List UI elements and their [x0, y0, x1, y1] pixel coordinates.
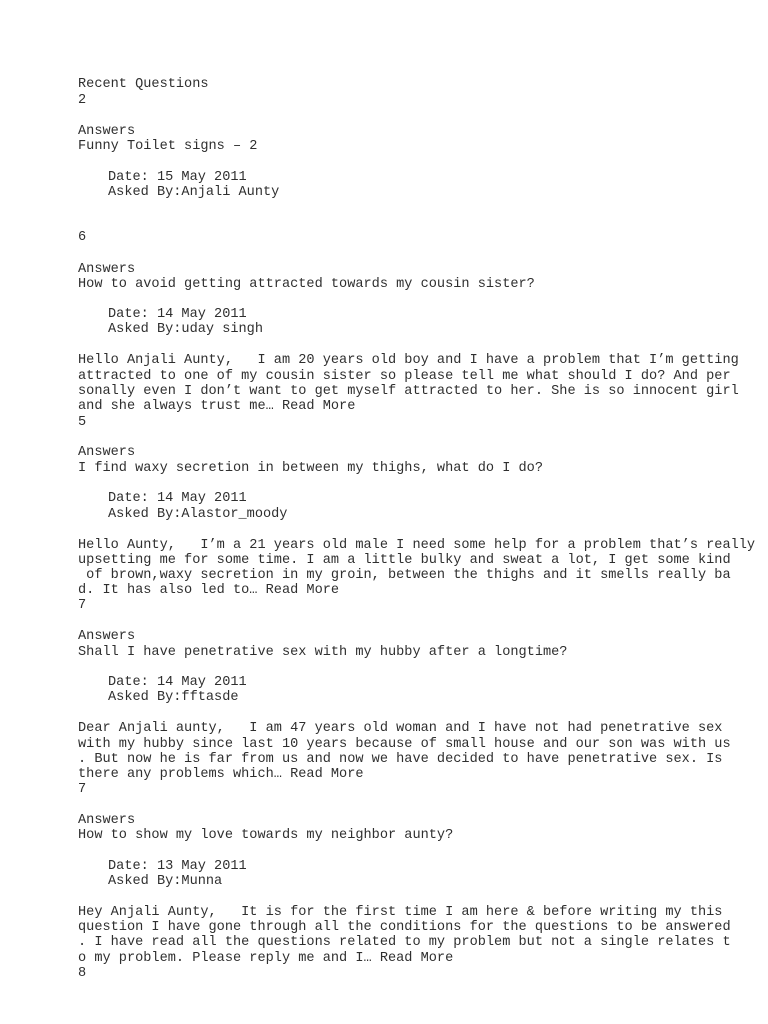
question-excerpt-line: with my hubby since last 10 years because of small house and our son was with us — [78, 737, 731, 752]
question-excerpt-line: of brown,waxy secretion in my groin, between the thighs and it smells really ba — [78, 568, 731, 583]
question-date: Date: 14 May 2011 — [108, 307, 247, 322]
question-excerpt-line: Hello Aunty, I’m a 21 years old male I need some help for a problem that’s really — [78, 538, 756, 553]
question-excerpt-line: Hey Anjali Aunty, It is for the first time I am here & before writing my this — [78, 905, 723, 920]
question-asked-by: Asked By:Alastor_moody — [108, 507, 288, 522]
question-excerpt-read-more[interactable]: d. It has also led to… Read More — [78, 583, 340, 598]
question-date: Date: 14 May 2011 — [108, 675, 247, 690]
question-asked-by: Asked By:Anjali Aunty — [108, 185, 280, 200]
answers-label: Answers — [78, 262, 136, 277]
answer-count: 8 — [78, 966, 87, 981]
question-title-link[interactable]: Funny Toilet signs – 2 — [78, 139, 258, 154]
question-title-link[interactable]: I find waxy secretion in between my thighs, what do I do? — [78, 461, 543, 476]
answers-label: Answers — [78, 124, 136, 139]
answers-label: Answers — [78, 813, 136, 828]
answer-count: 2 — [78, 93, 87, 108]
answer-count: 6 — [78, 230, 87, 245]
section-title: Recent Questions — [78, 77, 209, 92]
question-excerpt-line: upsetting me for some time. I am a little bulky and sweat a lot, I get some kind — [78, 553, 731, 568]
question-excerpt-line: Hello Anjali Aunty, I am 20 years old boy and I have a problem that I’m getting — [78, 353, 739, 368]
question-excerpt-line: Dear Anjali aunty, I am 47 years old woman and I have not had penetrative sex — [78, 721, 723, 736]
question-date: Date: 14 May 2011 — [108, 491, 247, 506]
question-asked-by: Asked By:Munna — [108, 874, 223, 889]
answer-count: 5 — [78, 415, 87, 430]
question-excerpt-line: attracted to one of my cousin sister so please tell me what should I do? And per — [78, 369, 731, 384]
question-excerpt-line: question I have gone through all the conditions for the questions to be answered — [78, 920, 731, 935]
question-title-link[interactable]: How to show my love towards my neighbor aunty? — [78, 828, 454, 843]
answers-label: Answers — [78, 445, 136, 460]
answer-count: 7 — [78, 598, 87, 613]
answer-count: 7 — [78, 782, 87, 797]
question-excerpt-read-more[interactable]: and she always trust me… Read More — [78, 399, 356, 414]
question-excerpt-read-more[interactable]: there any problems which… Read More — [78, 767, 364, 782]
question-title-link[interactable]: How to avoid getting attracted towards my cousin sister? — [78, 277, 535, 292]
question-excerpt-line: . But now he is far from us and now we have decided to have penetrative sex. Is — [78, 752, 723, 767]
question-asked-by: Asked By:uday singh — [108, 322, 263, 337]
question-date: Date: 15 May 2011 — [108, 170, 247, 185]
question-date: Date: 13 May 2011 — [108, 859, 247, 874]
question-excerpt-read-more[interactable]: o my problem. Please reply me and I… Read More — [78, 951, 454, 966]
answers-label: Answers — [78, 629, 136, 644]
question-asked-by: Asked By:fftasde — [108, 690, 239, 705]
question-title-link[interactable]: Shall I have penetrative sex with my hubby after a longtime? — [78, 645, 568, 660]
question-excerpt-line: sonally even I don’t want to get myself attracted to her. She is so innocent girl — [78, 384, 739, 399]
question-excerpt-line: . I have read all the questions related to my problem but not a single relates t — [78, 935, 731, 950]
